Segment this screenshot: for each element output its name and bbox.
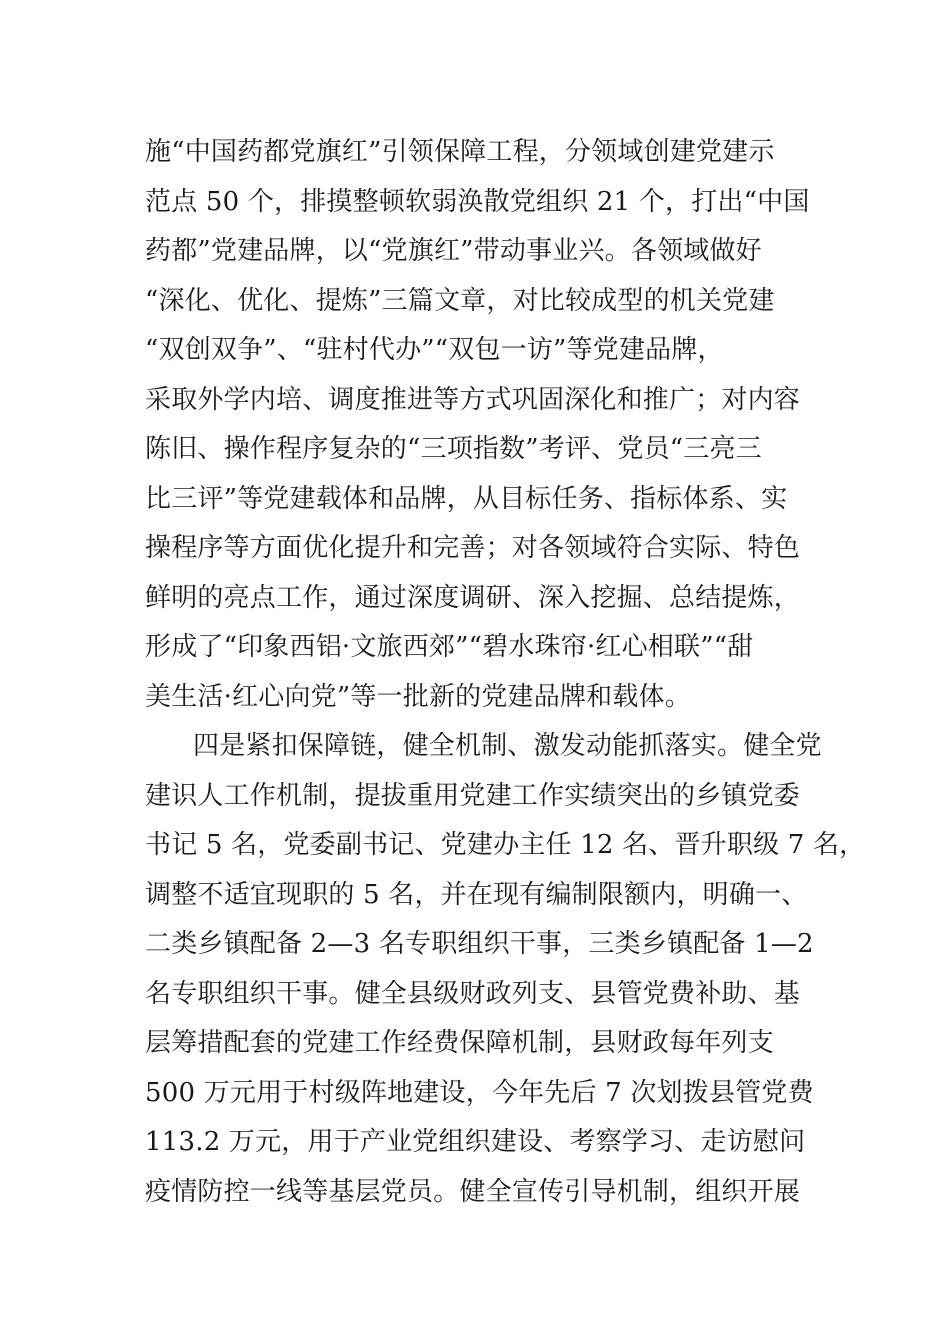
text-line: 范点 50 个，排摸整顿软弱涣散党组织 21 个，打出“中国 xyxy=(145,186,810,217)
paragraph-1 xyxy=(145,128,825,722)
text-line: 操程序等方面优化提升和完善；对各领域符合实际、特色 xyxy=(145,533,801,563)
text-line: 陈旧、操作程序复杂的“三项指数”考评、党员“三亮三 xyxy=(145,434,762,464)
text-line: 疫情防控一线等基层党员。健全宣传引导机制，组织开展 xyxy=(145,1176,801,1207)
text-line: 建识人工作机制，提拔重用党建工作实绩突出的乡镇党委 xyxy=(145,780,801,811)
text-line: 名专职组织干事。健全县级财政列支、县管党费补助、基 xyxy=(145,978,801,1009)
text-line: 鲜明的亮点工作，通过深度调研、深入挖掘、总结提炼， xyxy=(145,582,801,613)
text-line: 113.2 万元，用于产业党组织建设、考察学习、走访慰问 xyxy=(145,1127,806,1157)
text-line: 美生活·红心向党”等一批新的党建品牌和载体。 xyxy=(145,681,691,712)
text-line: 比三评”等党建载体和品牌，从目标任务、指标体系、实 xyxy=(145,483,788,514)
paragraph-2 xyxy=(145,722,866,1217)
text-line: 施“中国药都党旗红”引领保障工程，分领域创建党建示 xyxy=(145,137,775,167)
text-line: 层筹措配套的党建工作经费保障机制，县财政每年列支 xyxy=(145,1028,774,1058)
body-text xyxy=(145,128,866,1217)
text-line: 形成了“印象西铝·文旅西郊”“碧水珠帘·红心相联”“甜 xyxy=(145,632,754,662)
text-line: 药都”党建品牌，以“党旗红”带动事业兴。各领域做好 xyxy=(145,236,762,266)
text-line: 采取外学内培、调度推进等方式巩固深化和推广；对内容 xyxy=(145,384,801,415)
text-line: 调整不适宜现职的 5 名，并在现有编制限额内，明确一、 xyxy=(145,879,808,910)
text-line: 书记 5 名，党委副书记、党建办主任 12 名、晋升职级 7 名， xyxy=(145,830,866,860)
text-line: “双创双争”、“驻村代办”“双包一访”等党建品牌， xyxy=(145,335,724,365)
text-line: “深化、优化、提炼”三篇文章，对比较成型的机关党建 xyxy=(145,285,775,316)
text-line: 500 万元用于村级阵地建设，今年先后 7 次划拨县管党费 xyxy=(145,1077,814,1108)
text-line: 二类乡镇配备 2—3 名专职组织干事，三类乡镇配备 1—2 xyxy=(145,929,814,959)
text-line: 四是紧扣保障链，健全机制、激发动能抓落实。健全党 xyxy=(193,731,822,761)
